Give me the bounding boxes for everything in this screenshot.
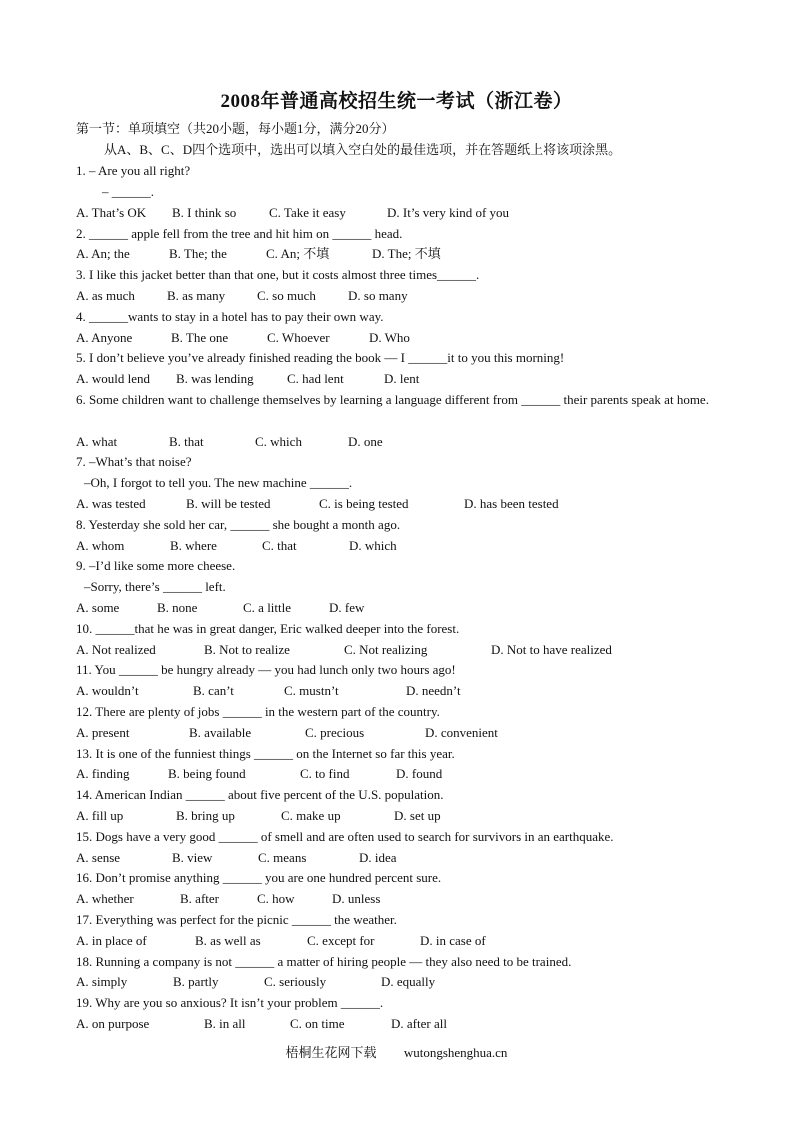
option-d[interactable]: D. The; 不填	[372, 246, 441, 261]
option-b[interactable]: B. where	[170, 538, 217, 553]
question-13-stem: 13. It is one of the funniest things ______ on the Internet so far this year.	[76, 746, 455, 761]
option-d[interactable]: D. in case of	[420, 933, 486, 948]
option-d[interactable]: D. needn’t	[406, 683, 461, 698]
option-d[interactable]: D. idea	[359, 850, 397, 865]
option-c[interactable]: C. is being tested	[319, 496, 409, 511]
option-d[interactable]: D. after all	[391, 1016, 447, 1031]
question-1-reply: – ______.	[102, 184, 154, 199]
footer-source: 梧桐生花网下载	[285, 1045, 377, 1060]
option-c[interactable]: C. make up	[281, 808, 341, 823]
question-6-stem: 6. Some children want to challenge themselves by learning a language different from ______ their parents speak at home.	[76, 392, 709, 407]
option-a[interactable]: A. on purpose	[76, 1016, 150, 1031]
question-10-stem: 10. ______that he was in great danger, Eric walked deeper into the forest.	[76, 621, 460, 636]
option-c[interactable]: C. Take it easy	[269, 205, 346, 220]
page-title: 2008年普通高校招生统一考试（浙江卷）	[220, 91, 573, 112]
option-c[interactable]: C. so much	[257, 288, 316, 303]
option-a[interactable]: A. would lend	[76, 371, 151, 386]
option-a[interactable]: A. finding	[76, 766, 130, 781]
question-7-stem: 7. –What’s that noise?	[76, 454, 192, 469]
option-b[interactable]: B. Not to realize	[204, 642, 290, 657]
option-c[interactable]: C. seriously	[264, 974, 327, 989]
question-12-stem: 12. There are plenty of jobs ______ in the western part of the country.	[76, 704, 440, 719]
option-b[interactable]: B. as many	[167, 288, 226, 303]
question-14-stem: 14. American Indian ______ about five percent of the U.S. population.	[76, 787, 444, 802]
question-11-options	[76, 682, 726, 699]
option-c[interactable]: C. which	[255, 434, 302, 449]
option-c[interactable]: C. except for	[307, 933, 375, 948]
question-9-reply: –Sorry, there’s ______ left.	[84, 579, 226, 594]
option-a[interactable]: A. whether	[76, 891, 134, 906]
question-9-options	[76, 599, 726, 616]
question-4-stem: 4. ______wants to stay in a hotel has to pay their own way.	[76, 309, 384, 324]
question-16-stem: 16. Don’t promise anything ______ you are one hundred percent sure.	[76, 870, 442, 885]
option-c[interactable]: C. on time	[290, 1016, 345, 1031]
option-a[interactable]: A. Not realized	[76, 642, 156, 657]
question-13-options	[76, 765, 726, 782]
option-a[interactable]: A. some	[76, 600, 120, 615]
question-17-stem: 17. Everything was perfect for the picnic ______ the weather.	[76, 912, 397, 927]
option-d[interactable]: D. convenient	[425, 725, 498, 740]
option-d[interactable]: D. set up	[394, 808, 441, 823]
option-a[interactable]: A. was tested	[76, 496, 146, 511]
option-b[interactable]: B. as well as	[195, 933, 261, 948]
option-d[interactable]: D. It’s very kind of you	[387, 205, 510, 220]
question-3-options	[76, 287, 726, 304]
question-14-options	[76, 807, 726, 824]
option-b[interactable]: B. being found	[168, 766, 246, 781]
question-2-stem: 2. ______ apple fell from the tree and hit him on ______ head.	[76, 226, 403, 241]
option-a[interactable]: A. fill up	[76, 808, 124, 823]
question-18-stem: 18. Running a company is not ______ a matter of hiring people — they also need to be trained.	[76, 954, 572, 969]
option-d[interactable]: D. lent	[384, 371, 420, 386]
option-a[interactable]: A. Anyone	[76, 330, 133, 345]
question-8-options	[76, 537, 726, 554]
question-1-stem: 1. – Are you all right?	[76, 163, 191, 178]
option-c[interactable]: C. Not realizing	[344, 642, 428, 657]
question-15-options	[76, 849, 726, 866]
option-a[interactable]: A. That’s OK	[76, 205, 147, 220]
option-b[interactable]: B. view	[172, 850, 213, 865]
option-d[interactable]: D. found	[396, 766, 443, 781]
option-b[interactable]: B. will be tested	[186, 496, 271, 511]
option-a[interactable]: A. An; the	[76, 246, 130, 261]
option-d[interactable]: D. has been tested	[464, 496, 559, 511]
question-10-options	[76, 641, 726, 658]
option-d[interactable]: D. which	[349, 538, 397, 553]
option-d[interactable]: D. so many	[348, 288, 408, 303]
question-11-stem: 11. You ______ be hungry already — you had lunch only two hours ago!	[76, 662, 456, 677]
option-b[interactable]: B. was lending	[176, 371, 254, 386]
question-1-options	[76, 204, 726, 221]
question-19-options	[76, 1015, 726, 1032]
option-a[interactable]: A. simply	[76, 974, 128, 989]
question-6-options	[76, 433, 726, 450]
option-b[interactable]: B. partly	[173, 974, 219, 989]
option-d[interactable]: D. equally	[381, 974, 436, 989]
instructions: 从A、B、C、D四个选项中，选出可以填入空白处的最佳选项，并在答题纸上将该项涂黑。	[104, 142, 622, 157]
option-c[interactable]: C. a little	[243, 600, 292, 615]
option-b[interactable]: B. that	[169, 434, 204, 449]
question-8-stem: 8. Yesterday she sold her car, ______ she bought a month ago.	[76, 517, 401, 532]
question-5-stem: 5. I don’t believe you’ve already finished reading the book — I ______it to you this morning!	[76, 350, 565, 365]
question-2-options	[76, 245, 726, 262]
question-18-options	[76, 973, 726, 990]
option-b[interactable]: B. after	[180, 891, 219, 906]
option-c[interactable]: C. to find	[300, 766, 350, 781]
option-b[interactable]: B. none	[157, 600, 198, 615]
option-c[interactable]: C. that	[262, 538, 297, 553]
option-c[interactable]: C. had lent	[287, 371, 344, 386]
question-15-stem: 15. Dogs have a very good ______ of smell and are often used to search for survivors in an earthquake.	[76, 829, 614, 844]
question-3-stem: 3. I like this jacket better than that one, but it costs almost three times______.	[76, 267, 480, 282]
question-5-options	[76, 370, 726, 387]
option-d[interactable]: D. one	[348, 434, 383, 449]
option-d[interactable]: D. Who	[369, 330, 410, 345]
question-7-options	[76, 495, 726, 512]
option-b[interactable]: B. in all	[204, 1016, 246, 1031]
option-b[interactable]: B. can’t	[193, 683, 234, 698]
section-heading: 第一节：单项填空（共20小题，每小题1分，满分20分）	[76, 121, 395, 136]
question-16-options	[76, 890, 726, 907]
question-17-options	[76, 932, 726, 949]
question-9-stem: 9. –I’d like some more cheese.	[76, 558, 236, 573]
footer-site: wutongshenghua.cn	[403, 1045, 508, 1060]
page-footer	[0, 1042, 793, 1061]
option-d[interactable]: D. few	[329, 600, 365, 615]
option-a[interactable]: A. what	[76, 434, 118, 449]
option-c[interactable]: C. how	[257, 891, 295, 906]
option-b[interactable]: B. I think so	[172, 205, 237, 220]
option-a[interactable]: A. whom	[76, 538, 125, 553]
option-c[interactable]: C. means	[258, 850, 307, 865]
question-4-options	[76, 329, 726, 346]
option-a[interactable]: A. in place of	[76, 933, 147, 948]
option-d[interactable]: D. unless	[332, 891, 381, 906]
option-c[interactable]: C. An; 不填	[266, 246, 330, 261]
option-b[interactable]: B. bring up	[176, 808, 235, 823]
option-d[interactable]: D. Not to have realized	[491, 642, 612, 657]
option-b[interactable]: B. The; the	[169, 246, 227, 261]
option-c[interactable]: C. precious	[305, 725, 365, 740]
question-12-options	[76, 724, 726, 741]
option-b[interactable]: B. The one	[171, 330, 229, 345]
option-a[interactable]: A. as much	[76, 288, 135, 303]
option-c[interactable]: C. mustn’t	[284, 683, 339, 698]
option-a[interactable]: A. wouldn’t	[76, 683, 139, 698]
option-c[interactable]: C. Whoever	[267, 330, 330, 345]
question-19-stem: 19. Why are you so anxious? It isn’t your problem ______.	[76, 995, 384, 1010]
option-a[interactable]: A. sense	[76, 850, 121, 865]
question-7-reply: –Oh, I forgot to tell you. The new machine ______.	[84, 475, 353, 490]
option-a[interactable]: A. present	[76, 725, 130, 740]
option-b[interactable]: B. available	[189, 725, 252, 740]
